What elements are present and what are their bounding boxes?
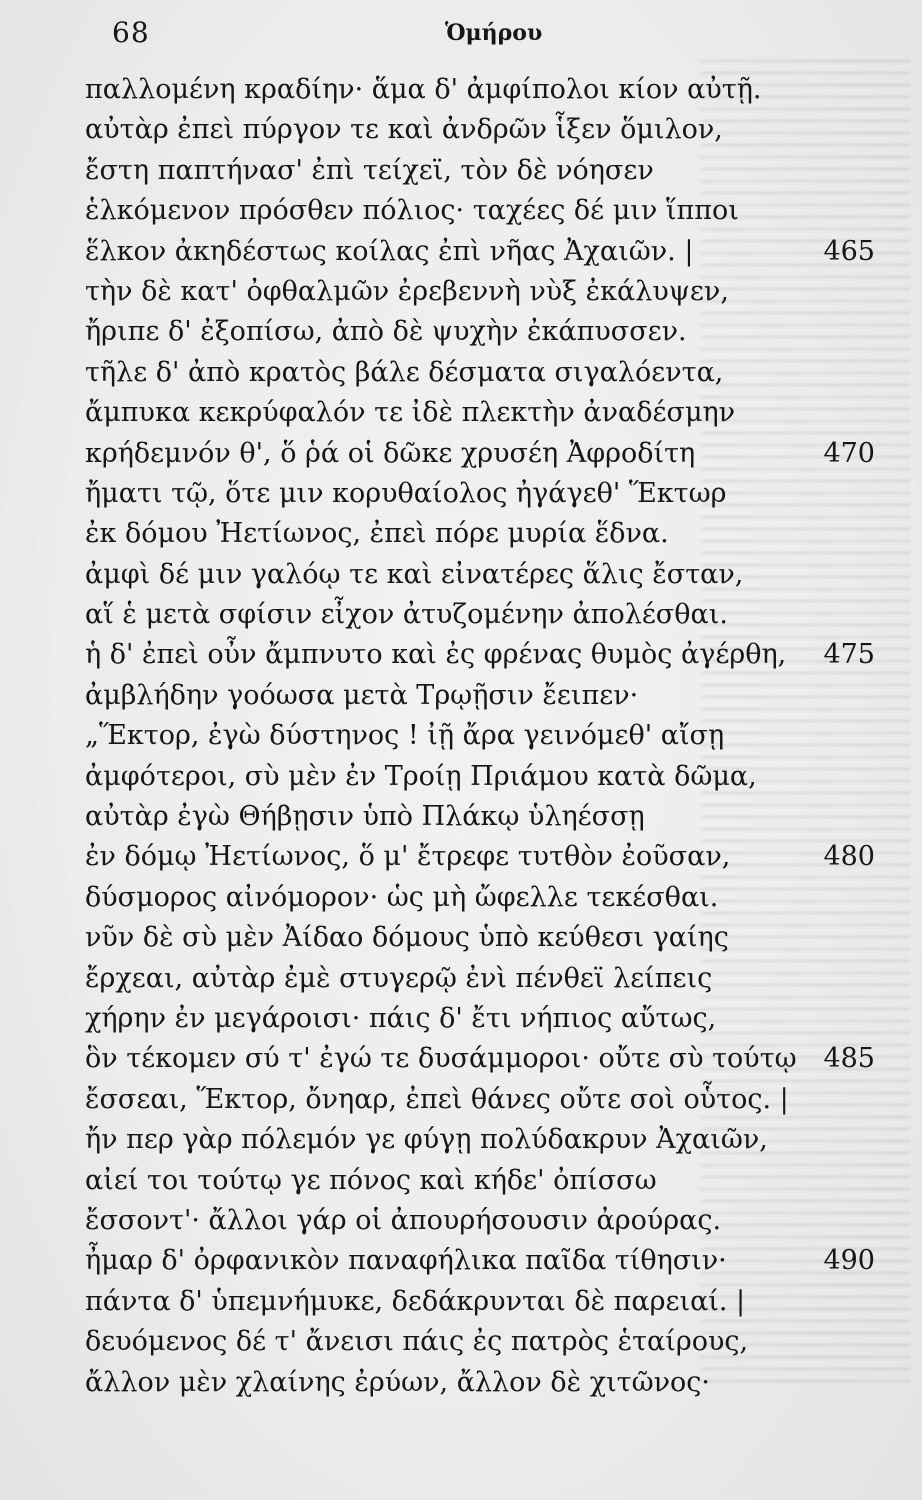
verse-text: ἀμφότεροι, σὺ μὲν ἐν Τροίῃ Πριάμου κατὰ δῶμα, [85, 760, 757, 792]
verse-text: δύσμορος αἰνόμορον· ὡς μὴ ὤφελλε τεκέσθαι. [85, 881, 719, 913]
verse-line [85, 393, 905, 433]
verse-line [85, 1201, 905, 1241]
verse-text: ἤματι τῷ, ὅτε μιν κορυθαίολος ἠγάγεθ' Ἕκτωρ [85, 477, 727, 509]
verse-line [85, 1363, 905, 1403]
verse-line [85, 312, 905, 352]
verse-line [85, 757, 905, 797]
verse-text: αὐτὰρ ἐπεὶ πύργον τε καὶ ἀνδρῶν ἷξεν ὅμιλον, [85, 114, 723, 146]
line-number: 465 [823, 235, 875, 267]
line-number: 480 [823, 841, 875, 873]
verse-line [85, 474, 905, 514]
verse-text: δευόμενος δέ τ' ἄνεισι πάις ἐς πατρὸς ἑταίρους, [85, 1326, 749, 1358]
verse-text: ἔστη παπτήνασ' ἐπὶ τείχεϊ, τὸν δὲ νόησεν [85, 154, 654, 186]
verse-line [85, 1241, 905, 1281]
verse-text: πάντα δ' ὑπεμνήμυκε, δεδάκρυνται δὲ παρειαί. | [85, 1285, 746, 1317]
verse-text: ἦμαρ δ' ὀρφανικὸν παναφήλικα παῖδα τίθησιν· [85, 1245, 727, 1277]
running-head: Ὁμήρου [445, 20, 543, 46]
verse-text: ἔρχεαι, αὐτὰρ ἐμὲ στυγερῷ ἐνὶ πένθεϊ λείπεις [85, 962, 713, 994]
verse-line [85, 353, 905, 393]
verse-line [85, 595, 905, 635]
verse-text: αἰεί τοι τούτῳ γε πόνος καὶ κήδε' ὀπίσσω [85, 1164, 657, 1196]
verse-line [85, 70, 905, 110]
verse-line [85, 1322, 905, 1362]
verse-line [85, 272, 905, 312]
page-header [0, 10, 922, 50]
line-number: 470 [823, 437, 875, 469]
verse-text: ἄλλον μὲν χλαίνης ἐρύων, ἄλλον δὲ χιτῶνος· [85, 1366, 711, 1398]
verse-text: αὐτὰρ ἐγὼ Θήβῃσιν ὑπὸ Πλάκῳ ὑληέσσῃ [85, 801, 645, 833]
verse-text: ἕλκον ἀκηδέστως κοίλας ἐπὶ νῆας Ἀχαιῶν. | [85, 235, 694, 267]
verse-line [85, 1080, 905, 1120]
verse-text: ἐν δόμῳ Ἠετίωνος, ὅ μ' ἔτρεφε τυτθὸν ἐοῦσαν, [85, 841, 731, 873]
verse-line [85, 232, 905, 272]
verse-text: κρήδεμνόν θ', ὅ ῥά οἱ δῶκε χρυσέη Ἀφροδίτη [85, 437, 696, 469]
verse-line [85, 918, 905, 958]
line-number: 475 [823, 639, 875, 671]
verse-text: χήρην ἐν μεγάροισι· πάις δ' ἔτι νήπιος αὔτως, [85, 1002, 717, 1034]
verse-line [85, 514, 905, 554]
verse-line [85, 1161, 905, 1201]
verse-text: ἤν περ γὰρ πόλεμόν γε φύγῃ πολύδακρυν Ἀχαιῶν, [85, 1124, 768, 1156]
verse-text: ἐκ δόμου Ἠετίωνος, ἐπεὶ πόρε μυρία ἕδνα. [85, 518, 669, 550]
verse-line [85, 1120, 905, 1160]
verse-line [85, 837, 905, 877]
verse-text: ἀμφὶ δέ μιν γαλόῳ τε καὶ εἰνατέρες ἅλις ἔσταν, [85, 558, 744, 590]
verse-text: νῦν δὲ σὺ μὲν Ἀίδαο δόμους ὑπὸ κεύθεσι γαίης [85, 922, 729, 954]
verse-text: ἄμπυκα κεκρύφαλόν τε ἰδὲ πλεκτὴν ἀναδέσμην [85, 397, 736, 429]
page-number: 68 [112, 16, 150, 49]
verse-line [85, 959, 905, 999]
verse-text: ἤριπε δ' ἐξοπίσω, ἀπὸ δὲ ψυχὴν ἐκάπυσσεν. [85, 316, 687, 348]
verse-line [85, 716, 905, 756]
verse-text: „Ἕκτορ, ἐγὼ δύστηνος ! ἰῇ ἄρα γεινόμεθ' αἴσῃ [85, 720, 725, 752]
verse-line [85, 110, 905, 150]
verse-text: ἑλκόμενον πρόσθεν πόλιος· ταχέες δέ μιν ἵπποι [85, 195, 739, 227]
verse-text: ἀμβλήδην γοόωσα μετὰ Τρῳῇσιν ἔειπεν· [85, 679, 639, 711]
verse-text: ἡ δ' ἐπεὶ οὖν ἄμπνυτο καὶ ἐς φρένας θυμὸς ἀγέρθη, [85, 639, 787, 671]
verse-text: ὃν τέκομεν σύ τ' ἐγώ τε δυσάμμοροι· οὔτε σὺ τούτῳ [85, 1043, 797, 1075]
verse-line [85, 676, 905, 716]
verse-line [85, 151, 905, 191]
verse-text: αἵ ἑ μετὰ σφίσιν εἶχον ἀτυζομένην ἀπολέσθαι. [85, 599, 728, 631]
verse-line [85, 797, 905, 837]
verse-line [85, 191, 905, 231]
verse-line [85, 1039, 905, 1079]
line-number: 490 [823, 1245, 875, 1277]
verse-text: τὴν δὲ κατ' ὀφθαλμῶν ἐρεβεννὴ νὺξ ἐκάλυψεν, [85, 275, 729, 307]
verse-line [85, 555, 905, 595]
verse-block [85, 70, 905, 1403]
verse-text: παλλομένη κραδίην· ἅμα δ' ἀμφίπολοι κίον αὐτῇ. [85, 74, 762, 105]
verse-line [85, 434, 905, 474]
verse-text: ἔσσοντ'· ἄλλοι γάρ οἱ ἀπουρήσουσιν ἀρούρας. [85, 1204, 722, 1236]
verse-line [85, 999, 905, 1039]
verse-line [85, 635, 905, 675]
verse-line [85, 1282, 905, 1322]
verse-text: τῆλε δ' ἀπὸ κρατὸς βάλε δέσματα σιγαλόεντα, [85, 356, 724, 388]
verse-line [85, 878, 905, 918]
verse-text: ἔσσεαι, Ἕκτορ, ὄνηαρ, ἐπεὶ θάνες οὔτε σοὶ οὗτος. | [85, 1083, 789, 1115]
line-number: 485 [823, 1043, 875, 1075]
